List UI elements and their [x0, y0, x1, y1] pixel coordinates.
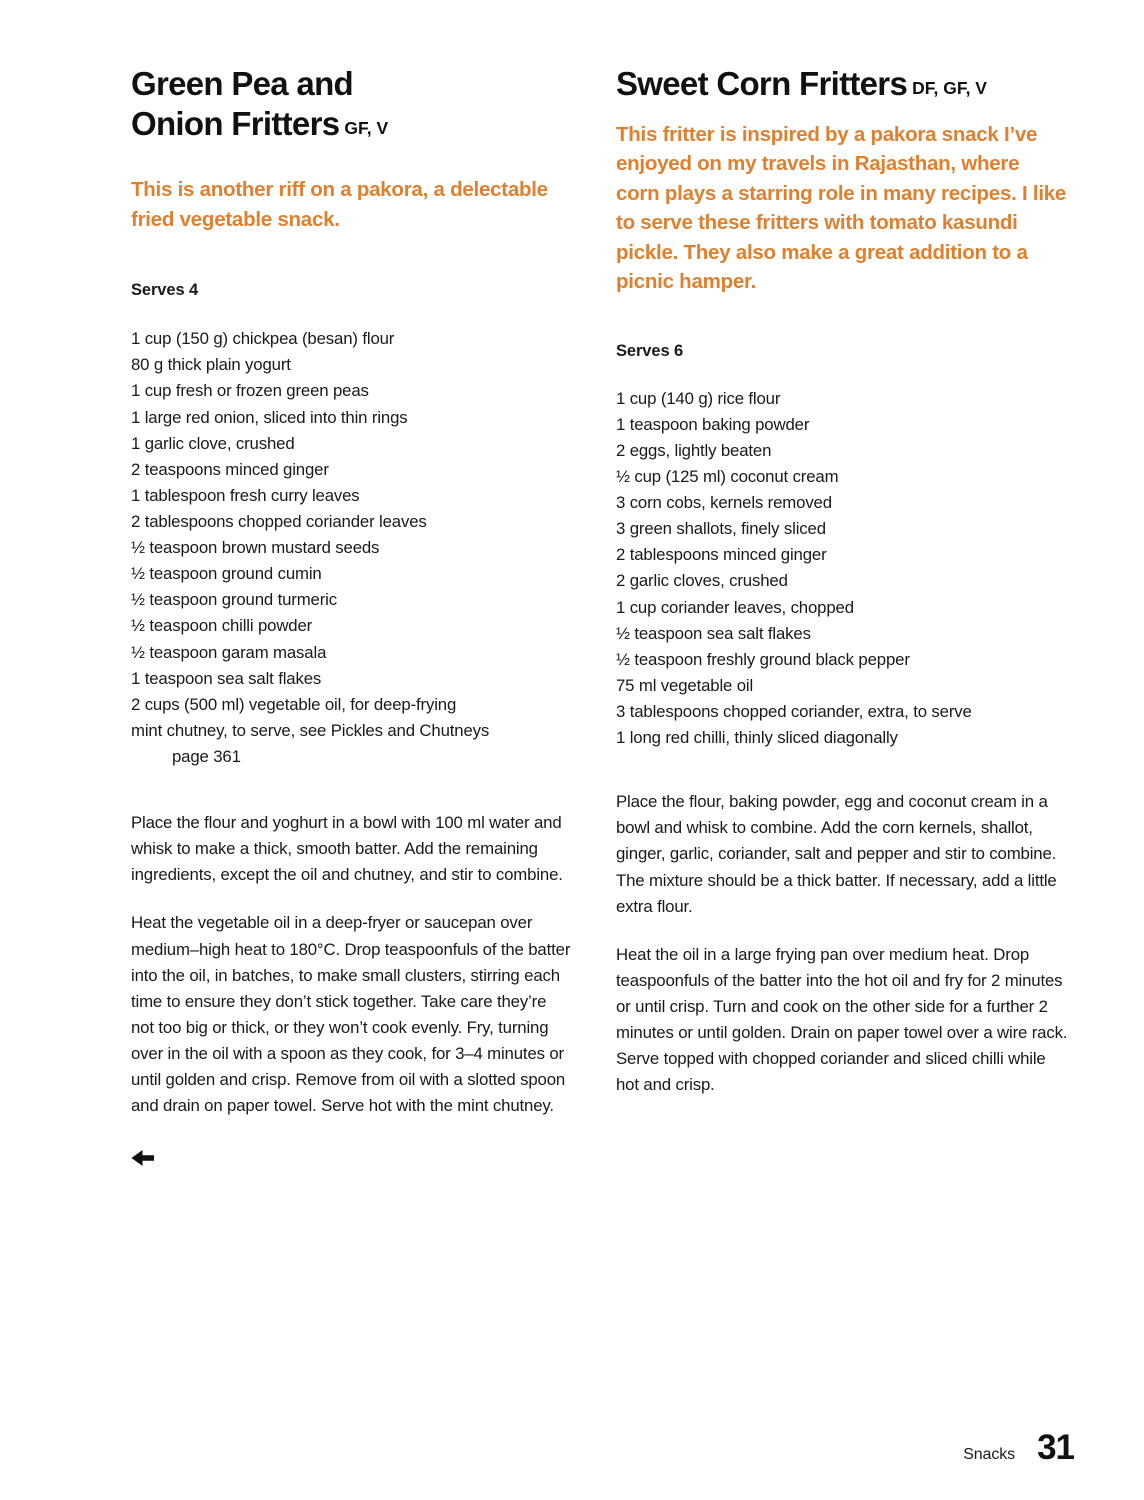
method-steps [131, 810, 573, 1119]
ingredient-item: 3 tablespoons chopped coriander, extra, to serve [616, 702, 972, 721]
ingredient-item: 1 cup coriander leaves, chopped [616, 597, 854, 617]
method-paragraph: Heat the vegetable oil in a deep-fryer or saucepan over medium–high heat to 180°C. Drop teaspoonfuls of the batter into the oil, in batches, to make small clusters, stirring each time to ensure they don’t stick together. Take care they’re not too big or thick, or they won’t cook evenly. Fry, turning over in the oil with a spoon as they cook, for 3–4 minutes or until golden and crisp. Remove from oil with a slotted spoon and drain on paper towel. Serve hot with the mint chutney. [131, 913, 571, 1116]
method-paragraph: Place the flour and yoghurt in a bowl with 100 ml water and whisk to make a thick, smooth batter. Add the remaining ingredients, except the oil and chutney, and stir to combine. [131, 813, 563, 885]
ingredient-item: 1 teaspoon baking powder [616, 414, 810, 434]
ingredient-item: 3 corn cobs, kernels removed [616, 493, 832, 513]
ingredient-item: 1 cup (150 g) chickpea (besan) flour [131, 329, 395, 349]
recipe-title-green-pea-onion-fritters [131, 64, 573, 143]
ingredient-item: 1 long red chilli, thinly sliced diagonally [616, 728, 898, 748]
recipe-column-right [616, 64, 1068, 1173]
ingredient-item: 80 g thick plain yogurt [131, 355, 291, 375]
serves-label: Serves 4 [131, 281, 199, 300]
recipe-title-line-1: Green Pea and [131, 65, 353, 102]
recipe-end-marker [131, 1147, 573, 1173]
serves-label: Serves 6 [616, 341, 684, 360]
recipe-title-sweet-corn-fritters [616, 64, 1068, 104]
ingredient-item: 3 green shallots, finely sliced [616, 519, 826, 539]
recipe-column-left [131, 64, 573, 1173]
arrow-left-icon [131, 1147, 159, 1169]
method-steps [616, 789, 1068, 1098]
ingredient-item: ½ teaspoon ground cumin [131, 564, 322, 584]
ingredient-item: 1 large red onion, sliced into thin rings [131, 407, 408, 427]
page-footer [963, 1428, 1074, 1468]
recipe-title-line-2: Onion Fritters [131, 104, 340, 142]
ingredient-item: mint chutney, to serve, see Pickles and Chutneys [131, 720, 490, 740]
ingredient-item: 2 garlic cloves, crushed [616, 571, 788, 591]
ingredient-item: ½ teaspoon ground turmeric [131, 590, 337, 610]
method-paragraph: Heat the oil in a large frying pan over medium heat. Drop teaspoonfuls of the batter into the hot oil and fry for 2 minutes or until crisp. Turn and cook on the other side for a further 2 minutes or until golden. Drain on paper towel over a wire rack. Serve topped with chopped coriander and sliced chilli while hot and crisp. [616, 944, 1068, 1095]
recipe-intro: This fritter is inspired by a pakora snack I’ve enjoyed on my travels in Rajasthan, where corn plays a starring role in many recipes. I like to serve these fritters with tomato kasundi pickle. They also make a great addition to a picnic hamper. [616, 122, 1067, 294]
ingredient-item: 1 garlic clove, crushed [131, 433, 295, 453]
ingredient-item: 2 teaspoons minced ginger [131, 459, 329, 479]
page-number: 31 [1037, 1428, 1074, 1467]
ingredient-item: ½ cup (125 ml) coconut cream [616, 467, 839, 487]
page-columns [131, 64, 1074, 1173]
recipe-intro: This is another riff on a pakora, a delectable fried vegetable snack. [131, 178, 548, 231]
ingredient-list [131, 326, 573, 770]
footer-section-name: Snacks [963, 1446, 1016, 1463]
ingredient-item: 2 cups (500 ml) vegetable oil, for deep-frying [131, 694, 457, 714]
dietary-tags: DF, GF, V [912, 78, 987, 98]
ingredient-item: 1 tablespoon fresh curry leaves [131, 485, 360, 505]
ingredient-item: 1 cup (140 g) rice flour [616, 388, 781, 408]
ingredient-item: ½ teaspoon garam masala [131, 642, 327, 662]
dietary-tags: GF, V [344, 117, 389, 138]
ingredient-item: 75 ml vegetable oil [616, 675, 754, 695]
ingredient-list [616, 386, 1068, 752]
ingredient-item: 2 eggs, lightly beaten [616, 440, 772, 460]
ingredient-item: ½ teaspoon freshly ground black pepper [616, 649, 910, 669]
ingredient-item: 1 cup fresh or frozen green peas [131, 381, 369, 401]
ingredient-item: 2 tablespoons chopped coriander leaves [131, 511, 427, 531]
ingredient-item-continuation: page 361 [172, 746, 241, 766]
ingredient-item: 2 tablespoons minced ginger [616, 545, 827, 565]
ingredient-item: ½ teaspoon chilli powder [131, 616, 313, 636]
ingredient-item: 1 teaspoon sea salt flakes [131, 668, 322, 688]
ingredient-item: ½ teaspoon brown mustard seeds [131, 538, 380, 558]
recipe-title-line-1: Sweet Corn Fritters [616, 65, 908, 102]
method-paragraph: Place the flour, baking powder, egg and coconut cream in a bowl and whisk to combine. Add the corn kernels, shallot, ginger, garlic, coriander, salt and pepper and stir to combine. The mixture should be a thick batter. If necessary, add a little extra flour. [616, 792, 1057, 916]
ingredient-item: ½ teaspoon sea salt flakes [616, 623, 811, 643]
